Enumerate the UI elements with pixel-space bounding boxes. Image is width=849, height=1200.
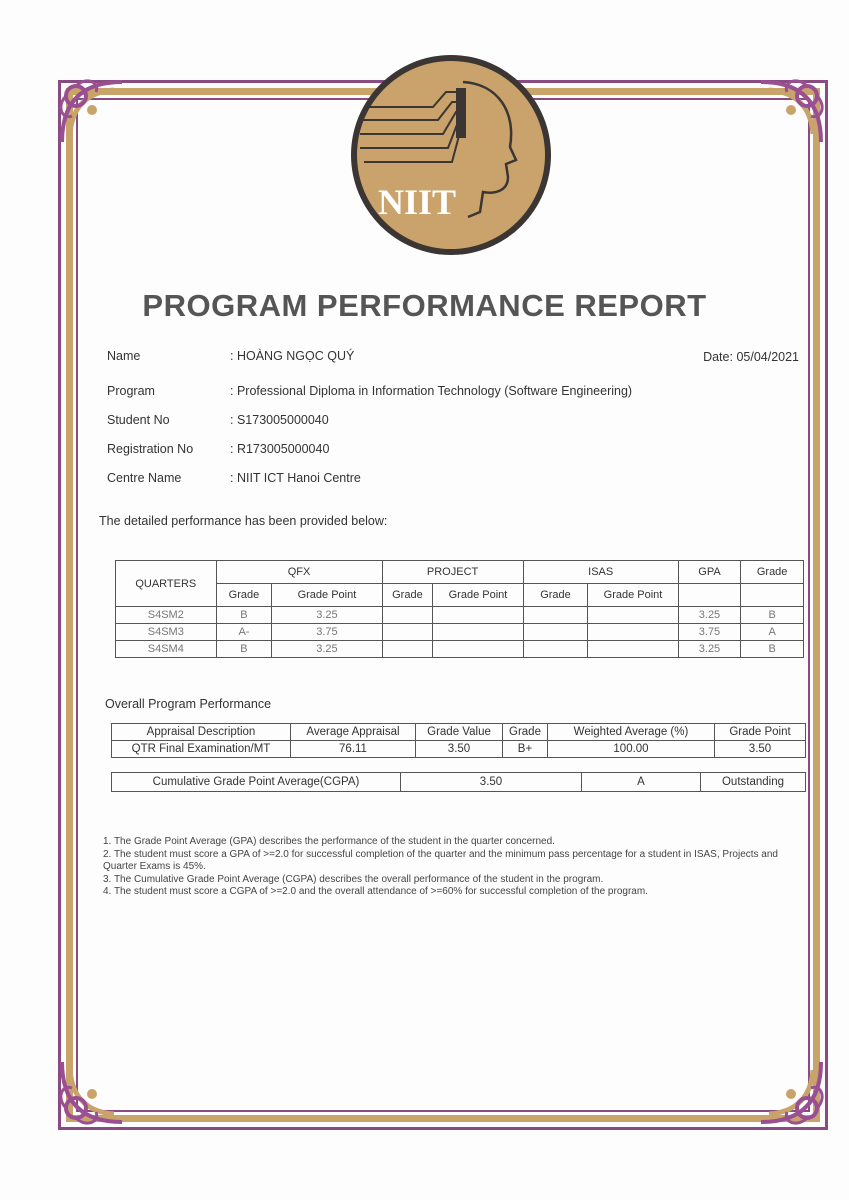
subheader-grade-point: Grade Point	[588, 584, 678, 607]
cell-quarter: S4SM3	[116, 624, 217, 641]
cell-qfx-grade: B	[216, 641, 272, 658]
cell-gpa: 3.75	[678, 624, 741, 641]
overall-header: Grade Value	[416, 724, 503, 741]
ornament-corner-icon	[751, 72, 831, 152]
info-label: Name	[107, 349, 141, 363]
table-row	[116, 607, 804, 624]
header-isas: ISAS	[523, 561, 678, 584]
cgpa-label: Cumulative Grade Point Average(CGPA)	[112, 773, 401, 792]
overall-cell: B+	[503, 741, 548, 758]
cell-grade: B	[741, 607, 804, 624]
quarters-table	[115, 560, 804, 658]
table-row	[116, 624, 804, 641]
date-label: Date	[703, 350, 730, 364]
header-gpa: GPA	[678, 561, 741, 584]
cell-quarter: S4SM2	[116, 607, 217, 624]
info-label: Student No	[107, 413, 170, 427]
overall-cell: 3.50	[715, 741, 806, 758]
ornament-corner-icon	[52, 1052, 132, 1132]
cell-grade: B	[741, 641, 804, 658]
overall-cell: 3.50	[416, 741, 503, 758]
cell-quarter: S4SM4	[116, 641, 217, 658]
page-title: PROGRAM PERFORMANCE REPORT	[142, 288, 707, 323]
cell-grade: A	[741, 624, 804, 641]
subheader-grade: Grade	[523, 584, 588, 607]
overall-cell: 76.11	[291, 741, 416, 758]
info-value: : S173005000040	[230, 413, 329, 427]
detail-intro: The detailed performance has been provided below:	[99, 514, 388, 528]
cell-gpa: 3.25	[678, 641, 741, 658]
cell-gpa: 3.25	[678, 607, 741, 624]
logo-text: NIIT	[378, 182, 457, 222]
cgpa-value: 3.50	[401, 773, 582, 792]
overall-table	[111, 723, 806, 758]
subheader-grade: Grade	[382, 584, 433, 607]
info-label: Program	[107, 384, 155, 398]
ornament-corner-icon	[751, 1052, 831, 1132]
note-item: 4. The student must score a CGPA of >=2.0 and the overall attendance of >=60% for successful completion of the program.	[103, 886, 648, 897]
note-item: 2. The student must score a GPA of >=2.0 for successful completion of the quarter and the minimum pass percentage for a student in ISAS, Projects and Quarter Exams is 45%.	[103, 848, 778, 872]
header-project: PROJECT	[382, 561, 523, 584]
cgpa-grade: A	[582, 773, 701, 792]
cell-qfx-grade: B	[216, 607, 272, 624]
table-row	[112, 741, 806, 758]
subheader-grade-point: Grade Point	[272, 584, 382, 607]
overall-header: Grade	[503, 724, 548, 741]
cell-qfx-point: 3.75	[272, 624, 382, 641]
note-item: 3. The Cumulative Grade Point Average (CGPA) describes the overall performance of the student in the program.	[103, 873, 604, 885]
cgpa-remark: Outstanding	[701, 773, 806, 792]
overall-cell: QTR Final Examination/MT	[112, 741, 291, 758]
niit-logo	[348, 52, 554, 258]
info-value: : R173005000040	[230, 442, 330, 456]
overall-title: Overall Program Performance	[105, 697, 272, 711]
info-value: : HOÀNG NGỌC QUÝ	[230, 349, 355, 363]
overall-header: Weighted Average (%)	[548, 724, 715, 741]
date-value: 05/04/2021	[736, 350, 799, 364]
cell-qfx-grade: A-	[216, 624, 272, 641]
overall-cell: 100.00	[548, 741, 715, 758]
notes	[103, 836, 793, 899]
cell-qfx-point: 3.25	[272, 641, 382, 658]
subheader-grade: Grade	[216, 584, 272, 607]
subheader-grade-point: Grade Point	[433, 584, 523, 607]
info-label: Centre Name	[107, 471, 182, 485]
header-quarters: QUARTERS	[116, 561, 217, 607]
overall-header: Grade Point	[715, 724, 806, 741]
info-value: : Professional Diploma in Information Technology (Software Engineering)	[230, 384, 633, 398]
info-value: : NIIT ICT Hanoi Centre	[230, 471, 361, 485]
header-qfx: QFX	[216, 561, 382, 584]
overall-header: Appraisal Description	[112, 724, 291, 741]
table-row	[116, 641, 804, 658]
info-label: Registration No	[107, 442, 194, 456]
cell-qfx-point: 3.25	[272, 607, 382, 624]
report-date: Date: 05/04/2021	[703, 350, 799, 364]
ornament-corner-icon	[52, 72, 132, 152]
header-grade: Grade	[741, 561, 804, 584]
cgpa-table	[111, 772, 806, 792]
note-item: 1. The Grade Point Average (GPA) describes the performance of the student in the quarter concerned.	[103, 836, 555, 847]
overall-header: Average Appraisal	[291, 724, 416, 741]
